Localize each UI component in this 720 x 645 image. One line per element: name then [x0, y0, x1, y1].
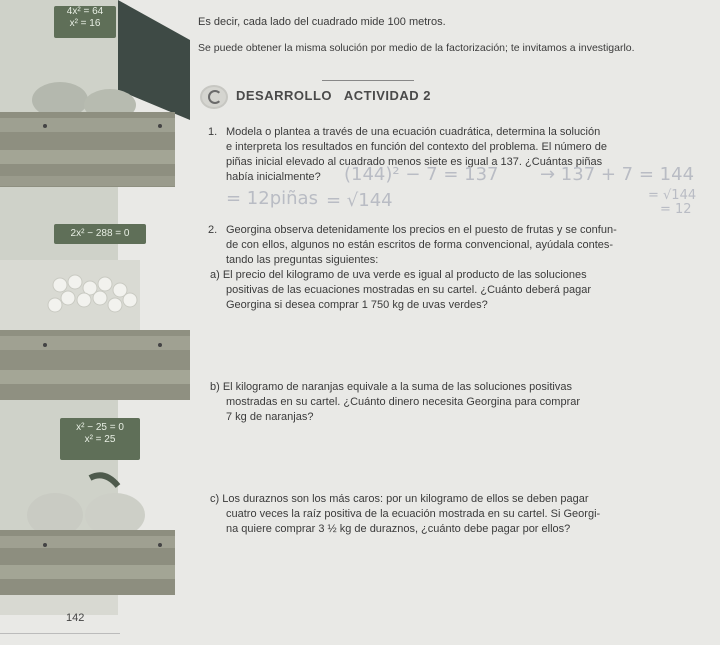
activity-name: ACTIVIDAD 2 — [343, 88, 431, 103]
subquestion-a: Georgina si desea comprar 1 750 kg de uvas verdes? — [226, 299, 488, 311]
activity-icon — [200, 85, 228, 109]
page-number: 142 — [66, 612, 85, 624]
intro-line: Es decir, cada lado del cuadrado mide 100 metros. — [198, 16, 446, 28]
subquestion-b: b) El kilogramo de naranjas equivale a la suma de las soluciones positivas — [210, 381, 572, 393]
intro-line: Se puede obtener la misma solución por medio de la factorización; te invitamos a investigarlo. — [198, 42, 635, 54]
subquestion-b: mostradas en su cartel. ¿Cuánto dinero necesita Georgina para comprar — [226, 396, 581, 408]
sign-equation: x² = 25 — [84, 434, 116, 445]
handwritten-note: = √144 — [648, 188, 697, 203]
question-text: tando las preguntas siguientes: — [226, 254, 379, 266]
handwritten-note: (144)² − 7 = 137 — [344, 164, 499, 185]
question-text: Georgina observa detenidamente los precios en el puesto de frutas y se confun- — [226, 224, 617, 236]
handwritten-note: = √144 — [326, 190, 393, 211]
question-text: Modela o plantea a través de una ecuación cuadrática, determina la solución — [226, 126, 601, 138]
subquestion-b: 7 kg de naranjas? — [226, 411, 314, 423]
activity-heading — [236, 88, 431, 103]
activity-label: DESARROLLO — [236, 88, 332, 103]
price-sign-grapes — [54, 6, 116, 38]
subquestion-a: positivas de las ecuaciones mostradas en su cartel. ¿Cuánto deberá pagar — [226, 284, 592, 296]
question-text: piñas inicial elevado al cuadrado menos siete es igual a 137. ¿Cuántas piñas — [226, 156, 603, 168]
handwritten-note: → 137 + 7 = 144 — [540, 164, 695, 185]
subquestion-c: cuatro veces la raíz positiva de la ecuación mostrada en su cartel. Si Georgi- — [226, 508, 601, 520]
question-number: 2. — [208, 224, 218, 236]
handwritten-note: = 12piñas — [226, 188, 318, 209]
sign-equation: x² = 16 — [69, 18, 101, 29]
question-text: e interpreta los resultados en función del contexto del problema. El número de — [226, 141, 607, 153]
question-text: de con ellos, algunos no están escritos de forma convencional, ayúdala contes- — [226, 239, 614, 251]
sign-equation: x² − 25 = 0 — [76, 422, 124, 433]
activity-divider — [322, 80, 414, 81]
footer-rule — [0, 633, 120, 634]
sign-equation: 4x² = 64 — [66, 6, 104, 17]
subquestion-c: na quiere comprar 3 ½ kg de duraznos, ¿cuánto debe pagar por ellos? — [226, 523, 571, 535]
handwritten-note: = 12 — [660, 202, 692, 217]
question-number: 1. — [208, 126, 218, 138]
fruit-crates-drawing — [0, 0, 190, 645]
price-sign-peaches — [60, 418, 140, 460]
question-text: había inicialmente? — [226, 171, 321, 183]
fruit-stand-illustration — [0, 0, 190, 645]
price-sign-grapes-2 — [54, 224, 146, 244]
subquestion-a: a) El precio del kilogramo de uva verde es igual al producto de las soluciones — [210, 269, 587, 281]
subquestion-c: c) Los duraznos son los más caros: por un kilogramo de ellos se deben pagar — [210, 493, 589, 505]
sign-equation: 2x² − 288 = 0 — [70, 228, 130, 239]
